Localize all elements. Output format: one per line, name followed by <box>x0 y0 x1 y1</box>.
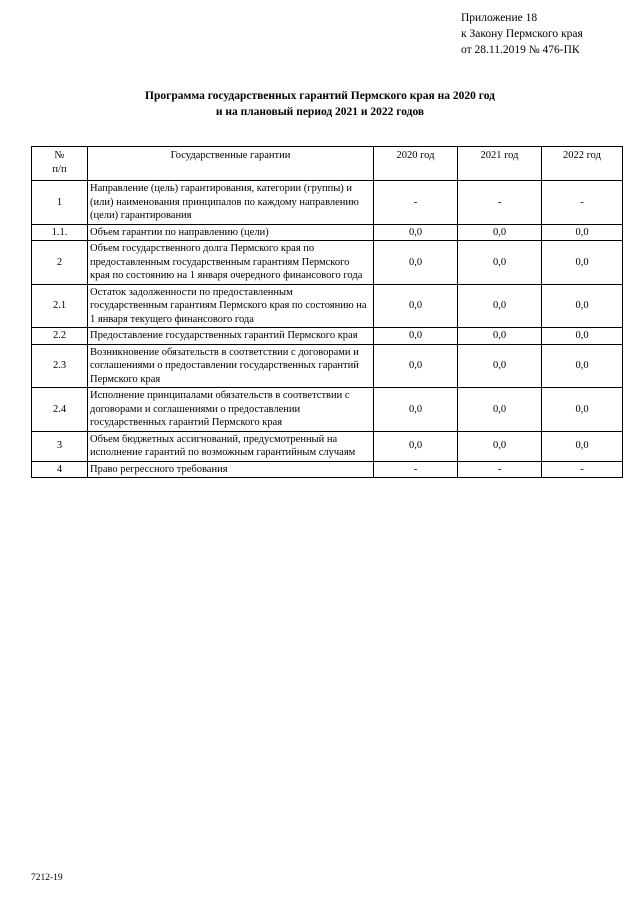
row-value-2020: 0,0 <box>374 284 458 328</box>
row-value-2021: 0,0 <box>458 241 542 285</box>
row-value-2020: 0,0 <box>374 241 458 285</box>
row-value-2020: - <box>374 181 458 225</box>
row-value-2021: 0,0 <box>458 431 542 461</box>
row-description: Объем гарантии по направлению (цели) <box>88 224 374 241</box>
appendix-number: Приложение 18 <box>461 12 538 24</box>
row-value-2020: 0,0 <box>374 344 458 388</box>
row-value-2022: 0,0 <box>542 284 623 328</box>
row-value-2020: 0,0 <box>374 328 458 345</box>
row-value-2020: 0,0 <box>374 388 458 432</box>
document-code: 7212-19 <box>31 873 63 883</box>
row-description: Направление (цель) гарантирования, категории (группы) и (или) наименования принципалов по каждому направлению (цели) гарантирования <box>88 181 374 225</box>
row-description: Исполнение принципалами обязательств в соответствии с договорами и соглашениями о предоставлении государственных гарантий Пермского края <box>88 388 374 432</box>
appendix-law-date: от 28.11.2019 № 476-ПК <box>461 44 580 56</box>
row-value-2021: 0,0 <box>458 224 542 241</box>
row-description: Право регрессного требования <box>88 461 374 478</box>
row-value-2022: - <box>542 461 623 478</box>
row-value-2022: 0,0 <box>542 388 623 432</box>
row-value-2021: 0,0 <box>458 388 542 432</box>
header-2022: 2022 год <box>542 147 623 181</box>
row-value-2021: 0,0 <box>458 284 542 328</box>
row-value-2022: 0,0 <box>542 241 623 285</box>
row-value-2021: 0,0 <box>458 344 542 388</box>
appendix-reference <box>461 10 583 58</box>
row-number: 1.1. <box>32 224 88 241</box>
document-title <box>0 88 640 120</box>
row-number: 1 <box>32 181 88 225</box>
row-description: Остаток задолженности по предоставленным государственным гарантиям Пермского края по состоянию на 1 января текущего финансового года <box>88 284 374 328</box>
header-guarantees: Государственные гарантии <box>88 147 374 181</box>
appendix-law: к Закону Пермского края <box>461 28 583 40</box>
row-description: Объем государственного долга Пермского края по предоставленным государственным гарантиям Пермского края по состоянию на 1 января очередного финансового года <box>88 241 374 285</box>
row-value-2022: 0,0 <box>542 431 623 461</box>
row-number: 2.4 <box>32 388 88 432</box>
document-title-line-2: и на плановый период 2021 и 2022 годов <box>215 106 425 118</box>
row-value-2020: 0,0 <box>374 431 458 461</box>
row-value-2020: - <box>374 461 458 478</box>
table-row <box>32 461 623 478</box>
table-row <box>32 241 623 285</box>
row-description: Предоставление государственных гарантий Пермского края <box>88 328 374 345</box>
table-row <box>32 284 623 328</box>
row-number: 3 <box>32 431 88 461</box>
table-row <box>32 181 623 225</box>
header-2020: 2020 год <box>374 147 458 181</box>
row-number: 2.2 <box>32 328 88 345</box>
guarantees-table <box>31 146 623 478</box>
header-number-abbrev: п/п <box>52 163 67 175</box>
row-description: Объем бюджетных ассигнований, предусмотренный на исполнение гарантий по возможным гарантийным случаям <box>88 431 374 461</box>
table-row <box>32 328 623 345</box>
header-number <box>32 147 88 181</box>
table-row <box>32 344 623 388</box>
table-body <box>32 181 623 478</box>
row-description: Возникновение обязательств в соответствии с договорами и соглашениями о предоставлении государственных гарантий Пермского края <box>88 344 374 388</box>
row-number: 2.3 <box>32 344 88 388</box>
header-number-sign: № <box>54 150 65 161</box>
row-number: 4 <box>32 461 88 478</box>
table-row <box>32 388 623 432</box>
row-value-2021: 0,0 <box>458 328 542 345</box>
row-value-2022: 0,0 <box>542 328 623 345</box>
row-value-2022: 0,0 <box>542 344 623 388</box>
header-2021: 2021 год <box>458 147 542 181</box>
table-header-row <box>32 147 623 181</box>
row-value-2021: - <box>458 181 542 225</box>
row-value-2022: 0,0 <box>542 224 623 241</box>
document-title-line-1: Программа государственных гарантий Пермского края на 2020 год <box>145 90 495 102</box>
row-value-2020: 0,0 <box>374 224 458 241</box>
row-value-2021: - <box>458 461 542 478</box>
table-row <box>32 224 623 241</box>
row-number: 2.1 <box>32 284 88 328</box>
row-number: 2 <box>32 241 88 285</box>
table-row <box>32 431 623 461</box>
row-value-2022: - <box>542 181 623 225</box>
